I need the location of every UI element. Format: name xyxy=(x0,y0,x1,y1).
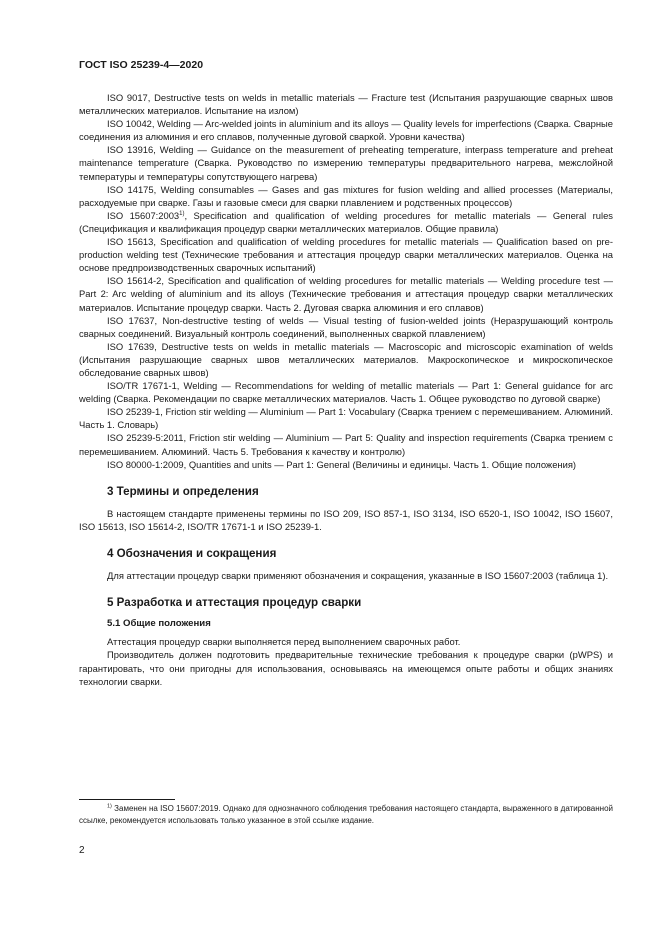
section-4-text: Для аттестации процедур сварки применяют обозначения и сокращения, указанные в ISO 15607:2003 (таблица 1). xyxy=(107,570,609,582)
reference-item: ISO 13916, Welding — Guidance on the measurement of preheating temperature, interpass temperature and preheat maintenance temperature (Сварка. Руководство по измерению температуры предварительного нагрева, межслойной температуры и температуры сопутствующего нагрева) xyxy=(79,144,613,182)
section-5-1-heading: 5.1 Общие положения xyxy=(107,618,211,630)
section-3-text: В настоящем стандарте применены термины по ISO 209, ISO 857-1, ISO 3134, ISO 6520-1, ISO 10042, ISO 15607, ISO 15613, ISO 15614-2, ISO/TR 17671-1 и ISO 25239-1. xyxy=(79,507,613,532)
section-5-heading: 5 Разработка и аттестация процедур сварки xyxy=(107,596,362,610)
reference-item: ISO 15613, Specification and qualification of welding procedures for metallic materials — Qualification based on pre-production welding test (Технические требования и аттестация процедур сварки металлических материалов. Оценка на основе предпроизводственных сварочных испытаний) xyxy=(79,236,613,274)
section-3-heading: 3 Термины и определения xyxy=(107,484,259,498)
footnote-text: Заменен на ISO 15607:2019. Однако для однозначного соблюдения требования настоящего стандарта, выраженного в датированной ссылке, рекомендуется использовать только указанное в этой ссылке издание. xyxy=(79,804,613,825)
reference-item: ISO 17637, Non-destructive testing of welds — Visual testing of fusion-welded joints (Неразрушающий контроль сварных соединений. Визуальный контроль соединений, выполненных сваркой плавлением) xyxy=(79,314,613,339)
section-4-heading: 4 Обозначения и сокращения xyxy=(107,547,277,560)
reference-item: ISO 10042, Welding — Arc-welded joints in aluminium and its alloys — Quality levels for imperfections (Сварка. Сварные соединения из алюминия и его сплавов, полученные дуговой сваркой. Уровни качества) xyxy=(79,118,613,143)
reference-item: ISO 15614-2, Specification and qualification of welding procedures for metallic materials — Welding procedure test — Part 2: Arc welding of aluminium and its alloys (Технические требования и аттестация процедур сварки металлических материалов. Испытание процедур сварки. Часть 2. Дуговая сварка алюминия и его сплавов) xyxy=(79,275,613,313)
footnote xyxy=(79,803,613,826)
reference-item: ISO/TR 17671-1, Welding — Recommendations for welding of metallic materials — Part 1: General guidance for arc welding (Сварка. Рекомендации по сварке металлических материалов. Часть 1. Общее руководство по дуговой сварке) xyxy=(79,380,613,405)
page-number: 2 xyxy=(79,845,85,856)
reference-item: ISO 17639, Destructive tests on welds in metallic materials — Macroscopic and microscopic examination of welds (Испытания разрушающие сварных швов металлических материалов. Макроскопическое и микроскопическое обследование сварных швов) xyxy=(79,340,613,378)
document-body xyxy=(79,91,613,688)
section-5-1-paragraph: Аттестация процедур сварки выполняется перед выполнением сварочных работ. xyxy=(107,636,461,648)
footnote-mark: 1) xyxy=(179,210,185,217)
reference-list xyxy=(79,91,613,471)
reference-item xyxy=(79,209,613,235)
reference-item: ISO 80000-1:2009, Quantities and units — Part 1: General (Величины и единицы. Часть 1. Общие положения) xyxy=(107,458,577,470)
footnote-mark: 1) xyxy=(107,803,112,810)
reference-item: ISO 9017, Destructive tests on welds in metallic materials — Fracture test (Испытания разрушающие сварных швов металлических материалов. Испытание на излом) xyxy=(79,92,613,117)
reference-title: , Specification and qualification of welding procedures for metallic materials — General rules (Спецификация и квалификация процедур сварки металлических материалов. Общие правила) xyxy=(79,209,613,234)
reference-item: ISO 14175, Welding consumables — Gases and gas mixtures for fusion welding and allied processes (Материалы, расходуемые при сварке. Газы и газовые смеси для сварки плавлением и родственных процессов) xyxy=(79,183,613,208)
reference-item: ISO 25239-1, Friction stir welding — Aluminium — Part 1: Vocabulary (Сварка трением с перемешиванием. Алюминий. Часть 1. Словарь) xyxy=(79,406,613,431)
section-5-1-paragraph: Производитель должен подготовить предварительные технические требования к процедуре сварки (pWPS) и гарантировать, что они пригодны для использования, основываясь на имеющемся опыте работы и общих знаниях технологии сварки. xyxy=(79,649,613,687)
document-header: ГОСТ ISO 25239-4—2020 xyxy=(79,59,204,71)
reference-code: ISO 15607:2003 xyxy=(107,209,180,221)
footnote-separator xyxy=(79,799,175,800)
reference-item: ISO 25239-5:2011, Friction stir welding — Aluminium — Part 5: Quality and inspection requirements (Сварка трением с перемешиванием. Алюминий. Часть 5. Требования к качеству и контролю) xyxy=(79,432,613,457)
